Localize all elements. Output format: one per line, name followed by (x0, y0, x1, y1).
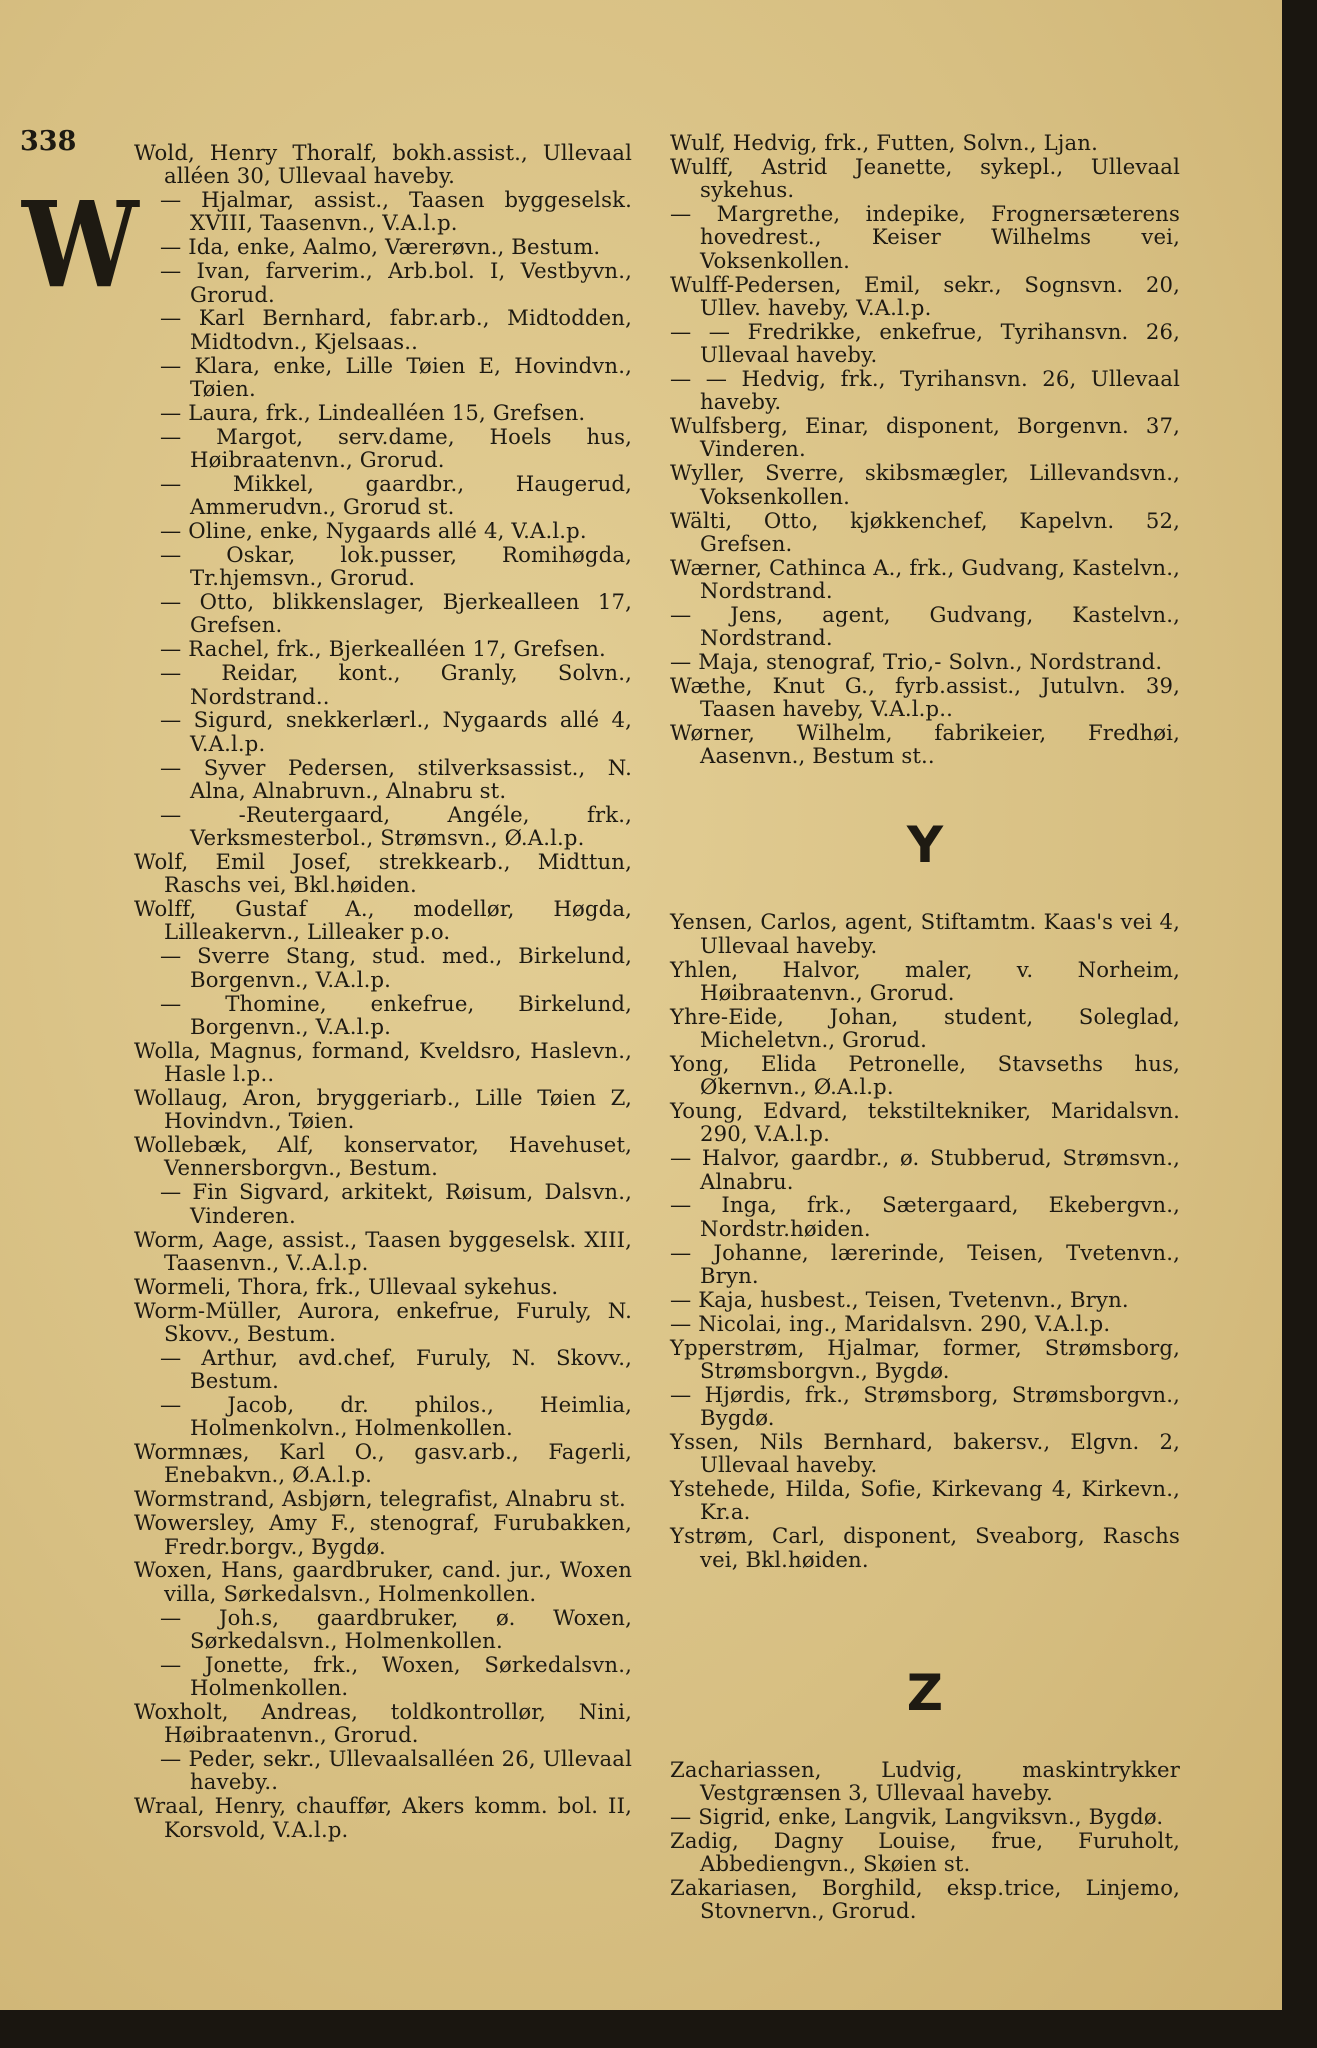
directory-entry: — Johanne, lærerinde, Teisen, Tvetenvn., Bryn. (670, 1239, 1180, 1288)
directory-entry: Ystehede, Hilda, Sofie, Kirkevang 4, Kirkevn., Kr.a. (670, 1476, 1180, 1525)
directory-entry: Wærner, Cathinca A., frk., Gudvang, Kastelvn., Nordstrand. (670, 554, 1180, 603)
directory-entry: — Arthur, avd.chef, Furuly, N. Skovv., Bestum. (160, 1344, 632, 1394)
directory-entry: Wulff-Pedersen, Emil, sekr., Sognsvn. 20, Ullev. haveby, V.A.l.p. (670, 271, 1180, 320)
directory-entry: — Syver Pedersen, stilverksassist., N. Alna, Alnabruvn., Alnabru st. (160, 754, 632, 803)
directory-entry: Wold, Henry Thoralf, bokh.assist., Ullevaal alléen 30, Ullevaal haveby. (134, 140, 632, 189)
directory-entry: — Jacob, dr. philos., Heimlia, Holmenkolvn., Holmenkollen. (160, 1391, 632, 1441)
directory-entry: Wulf, Hedvig, frk., Futten, Solvn., Ljan. (670, 130, 1098, 155)
directory-entry: Wyller, Sverre, skibsmægler, Lillevandsvn., Voksenkollen. (670, 460, 1180, 509)
directory-entry: — Laura, frk., Lindealléen 15, Grefsen. (160, 399, 586, 425)
page-number: 338 (20, 126, 77, 157)
directory-entry: Wormeli, Thora, frk., Ullevaal sykehus. (134, 1273, 559, 1299)
directory-entry: Wulff, Astrid Jeanette, sykepl., Ullevaal sykehus. (670, 153, 1180, 203)
directory-entry: Yssen, Nils Bernhard, bakersv., Elgvn. 2, Ullevaal haveby. (670, 1428, 1180, 1478)
directory-entry: — Fin Sigvard, arkitekt, Røisum, Dalsvn., Vinderen. (160, 1179, 632, 1228)
directory-entry: Zadig, Dagny Louise, frue, Furuholt, Abbediengvn., Skøien st. (670, 1827, 1180, 1876)
directory-entry: — Oskar, lok.pusser, Romihøgda, Tr.hjemsvn., Grorud. (160, 541, 632, 591)
directory-entry: Ypperstrøm, Hjalmar, former, Strømsborg, Strømsborgvn., Bygdø. (670, 1334, 1180, 1383)
directory-entry: Wørner, Wilhelm, fabrikeier, Fredhøi, Aasenvn., Bestum st.. (670, 720, 1180, 769)
directory-entry: — Inga, frk., Sætergaard, Ekebergvn., Nordstr.høiden. (670, 1192, 1180, 1241)
directory-entry: Woxholt, Andreas, toldkontrollør, Nini, Høibraatenvn., Grorud. (134, 1698, 632, 1748)
section-letter-z: Z (906, 1663, 944, 1722)
directory-entry: — Margot, serv.dame, Hoels hus, Høibraatenvn., Grorud. (160, 423, 632, 473)
directory-entry: — Hjørdis, frk., Strømsborg, Strømsborgvn., Bygdø. (670, 1381, 1180, 1431)
directory-entry: — Ivan, farverim., Arb.bol. I, Vestbyvn., Grorud. (160, 258, 632, 307)
section-letter-y: Y (906, 816, 944, 875)
directory-entry: Wraal, Henry, chauffør, Akers komm. bol. II, Korsvold, V.A.l.p. (134, 1793, 632, 1842)
directory-entry: Yhlen, Halvor, maler, v. Norheim, Høibraatenvn., Grorud. (670, 956, 1180, 1005)
directory-entry: — Halvor, gaardbr., ø. Stubberud, Strømsvn., Alnabru. (670, 1145, 1180, 1194)
directory-entry: — Sigrid, enke, Langvik, Langviksvn., Bygdø. (670, 1803, 1164, 1829)
left-column (134, 141, 632, 1842)
directory-entry: — Hjalmar, assist., Taasen byggeselsk. XVIII, Taasenvn., V.A.l.p. (160, 187, 632, 236)
directory-entry: — Kaja, husbest., Teisen, Tvetenvn., Bryn. (670, 1286, 1129, 1312)
right-column (670, 131, 1180, 1923)
directory-entry: — — Fredrikke, enkefrue, Tyrihansvn. 26, Ullevaal haveby. (670, 318, 1180, 368)
directory-entry: Young, Edvard, tekstiltekniker, Maridalsvn. 290, V.A.l.p. (670, 1098, 1180, 1147)
directory-entry: — Jonette, frk., Woxen, Sørkedalsvn., Holmenkollen. (160, 1651, 632, 1701)
directory-entry: — Nicolai, ing., Maridalsvn. 290, V.A.l.p. (670, 1310, 1111, 1336)
directory-entry: — Sverre Stang, stud. med., Birkelund, Borgenvn., V.A.l.p. (160, 943, 632, 992)
directory-entry: — Jens, agent, Gudvang, Kastelvn., Nordstrand. (670, 601, 1180, 651)
directory-entry: Wolf, Emil Josef, strekkearb., Midttun, Raschs vei, Bkl.høiden. (134, 849, 632, 898)
section-z-entries (670, 1758, 1180, 1923)
directory-entry: — -Reutergaard, Angéle, frk., Verksmesterbol., Strømsvn., Ø.A.l.p. (160, 801, 632, 851)
directory-entry: Wälti, Otto, kjøkkenchef, Kapelvn. 52, Grefsen. (670, 507, 1180, 556)
directory-entry: Wulfsberg, Einar, disponent, Borgenvn. 37, Vinderen. (670, 413, 1180, 462)
directory-entry: Wormnæs, Karl O., gasv.arb., Fagerli, Enebakvn., Ø.A.l.p. (134, 1439, 632, 1488)
directory-entry: — Sigurd, snekkerlærl., Nygaards allé 4, V.A.l.p. (160, 707, 632, 756)
directory-entry: — Peder, sekr., Ullevaalsalléen 26, Ullevaal haveby.. (160, 1746, 632, 1795)
directory-entry: — — Hedvig, frk., Tyrihansvn. 26, Ullevaal haveby. (670, 365, 1180, 415)
directory-entry: — Oline, enke, Nygaards allé 4, V.A.l.p. (160, 518, 587, 544)
directory-entry: — Thomine, enkefrue, Birkelund, Borgenvn., V.A.l.p. (160, 990, 632, 1039)
directory-entry: — Joh.s, gaardbruker, ø. Woxen, Sørkedalsvn., Holmenkollen. (160, 1604, 632, 1653)
directory-entry: Yensen, Carlos, agent, Stiftamtm. Kaas's vei 4, Ullevaal haveby. (670, 909, 1180, 958)
directory-entry: Wæthe, Knut G., fyrb.assist., Jutulvn. 39, Taasen haveby, V.A.l.p.. (670, 672, 1180, 722)
section-y-entries (670, 910, 1180, 1571)
directory-entry: — Klara, enke, Lille Tøien E, Hovindvn., Tøien. (160, 352, 632, 401)
directory-entry: — Maja, stenograf, Trio,- Solvn., Nordstrand. (670, 649, 1163, 675)
directory-entry: — Otto, blikkenslager, Bjerkealleen 17, Grefsen. (160, 589, 632, 638)
directory-entry: — Ida, enke, Aalmo, Værerøvn., Bestum. (160, 234, 601, 260)
directory-entry: Wowersley, Amy F., stenograf, Furubakken, Fredr.borgv., Bygdø. (134, 1510, 632, 1559)
directory-entry: — Mikkel, gaardbr., Haugerud, Ammerudvn., Grorud st. (160, 470, 632, 520)
directory-entry: Ystrøm, Carl, disponent, Sveaborg, Raschs vei, Bkl.høiden. (670, 1523, 1180, 1572)
directory-entry: Wolla, Magnus, formand, Kveldsro, Haslevn., Hasle l.p.. (134, 1037, 632, 1087)
directory-entry: Worm-Müller, Aurora, enkefrue, Furuly, N. Skovv., Bestum. (134, 1297, 632, 1346)
directory-entry: Wormstrand, Asbjørn, telegrafist, Alnabru st. (134, 1486, 626, 1512)
directory-entry: — Reidar, kont., Granly, Solvn., Nordstrand.. (160, 660, 632, 709)
directory-entry: Yong, Elida Petronelle, Stavseths hus, Økernvn., Ø.A.l.p. (670, 1050, 1180, 1100)
directory-entry: — Margrethe, indepike, Frognersæterens hovedrest., Keiser Wilhelms vei, Voksenkollen. (670, 201, 1180, 273)
directory-entry: Worm, Aage, assist., Taasen byggeselsk. XIII, Taasenvn., V..A.l.p. (134, 1226, 632, 1275)
directory-entry: Woxen, Hans, gaardbruker, cand. jur., Woxen villa, Sørkedalsvn., Holmenkollen. (134, 1557, 632, 1606)
directory-entry: Wolff, Gustaf A., modellør, Høgda, Lilleakervn., Lilleaker p.o. (134, 896, 632, 945)
drop-cap-letter: W (22, 175, 139, 314)
directory-entry: — Rachel, frk., Bjerkealléen 17, Grefsen. (160, 636, 606, 662)
directory-entry: Wollebæk, Alf, konservator, Havehuset, Vennersborgvn., Bestum. (134, 1132, 632, 1181)
directory-entry: Yhre-Eide, Johan, student, Soleglad, Micheletvn., Grorud. (670, 1003, 1180, 1052)
directory-entry: Wollaug, Aron, bryggeriarb., Lille Tøien Z, Hovindvn., Tøien. (134, 1084, 632, 1134)
section-w-entries (670, 131, 1180, 768)
directory-entry: — Karl Bernhard, fabr.arb., Midtodden, Midtodvn., Kjelsaas.. (160, 305, 632, 354)
directory-entry: Zachariassen, Ludvig, maskintrykker Vestgrænsen 3, Ullevaal haveby. (670, 1756, 1180, 1805)
directory-entry: Zakariasen, Borghild, eksp.trice, Linjemo, Stovnervn., Grorud. (670, 1874, 1180, 1924)
